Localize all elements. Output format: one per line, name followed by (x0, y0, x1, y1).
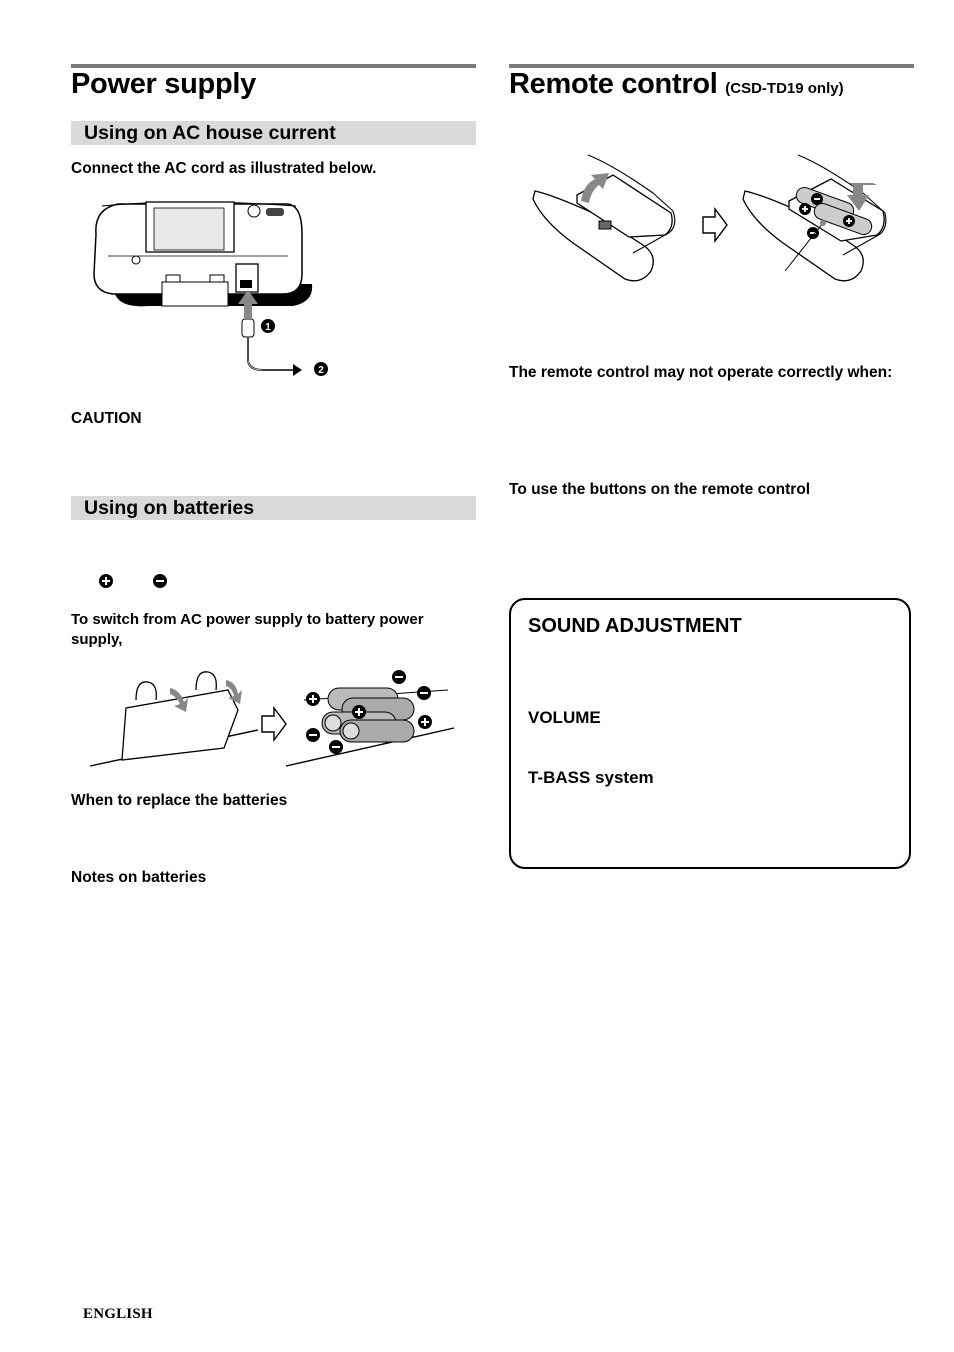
arrow-right-outline-icon (703, 209, 727, 241)
ac-connection-illustration (88, 194, 348, 394)
sound-adjustment-heading: SOUND ADJUSTMENT (528, 615, 742, 637)
callout-1-label: 1 (265, 322, 271, 333)
tbass-heading: T-BASS system (528, 768, 654, 787)
section-band-batteries (71, 496, 476, 520)
arrow-right-outline-icon (262, 708, 286, 740)
callout-2-label: 2 (318, 365, 324, 376)
switch-to-battery-note: To switch from AC power supply to battery power supply, (71, 611, 424, 648)
section-band-ac (71, 121, 476, 145)
remote-may-not-operate: The remote control may not operate correctly when: (509, 364, 893, 381)
remote-title-text: Remote control (509, 68, 718, 100)
page-title-remote-control (509, 67, 844, 106)
sound-adjustment-box (509, 598, 911, 869)
battery-illustration (88, 660, 468, 770)
caution-label: CAUTION (71, 410, 142, 427)
arrow-right-icon (293, 364, 302, 376)
remote-battery-illustration (533, 155, 893, 285)
section-heading-batteries: Using on batteries (84, 497, 255, 519)
remote-title-suffix: (CSD-TD19 only) (725, 80, 844, 97)
polarity-icons (96, 571, 176, 591)
remote-use-buttons: To use the buttons on the remote control (509, 481, 811, 498)
page-title-power-supply: Power supply (71, 68, 256, 100)
replace-batteries-heading: When to replace the batteries (71, 792, 288, 809)
footer-language: ENGLISH (83, 1306, 153, 1322)
volume-heading: VOLUME (528, 708, 601, 727)
section-heading-ac: Using on AC house current (84, 122, 336, 144)
ac-instruction: Connect the AC cord as illustrated below. (71, 160, 377, 177)
notes-on-batteries-heading: Notes on batteries (71, 869, 207, 886)
